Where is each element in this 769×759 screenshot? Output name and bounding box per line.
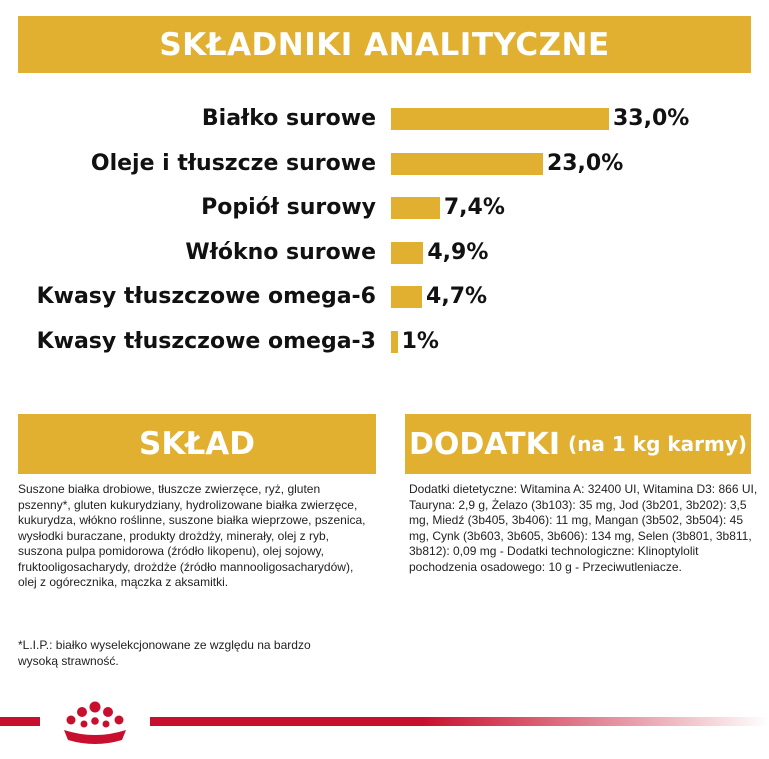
- nutrient-value: 33,0%: [613, 106, 690, 131]
- sklad-text: Suszone białka drobiowe, tłuszcze zwierzęce, ryż, gluten pszenny*, gluten kukurydziany, hydrolizowane białka zwierzęce, kukurydza, włókno roślinne, suszone białka wieprzowe, pszenica, wysłodki buraczane, produkty drożdży, minerały, olej z ryb, suszona pulpa pomidorowa (źródło likopenu), olej sojowy, fruktooligosacharydy, drożdże (źródło mannooligosacharydów), olej z ogórecznika, mączka z aksamitki.: [18, 482, 366, 589]
- dodatki-header: [405, 414, 751, 474]
- dodatki-text: Dodatki dietetyczne: Witamina A: 32400 UI, Witamina D3: 866 UI, Tauryna: 2,9 g, Żelazo (3b103): 35 mg, Jod (3b201, 3b202): 3,5 mg, Miedź (3b405, 3b406): 11 mg, Mangan (3b502, 3b504): 45 mg, Cynk (3b603, 3b605, 3b606): 134 mg, Selen (3b801, 3b811, 3b812): 0,09 mg - Dodatki technologiczne: Klinoptylolit pochodzenia osadowego: 10 g - Przeciwutleniacze.: [409, 482, 758, 574]
- sklad-header: [18, 414, 376, 474]
- nutrient-value: 4,9%: [427, 239, 489, 265]
- nutrient-value: 1%: [401, 328, 439, 354]
- analytic-header-text: SKŁADNIKI ANALITYCZNE: [159, 26, 610, 63]
- nutrient-label: Kwasy tłuszczowe omega-3: [36, 328, 376, 354]
- nutrient-label: Białko surowe: [201, 106, 376, 131]
- nutrient-bar: [391, 108, 609, 130]
- nutrient-label: Włókno surowe: [185, 239, 376, 265]
- royal-crown-icon: [40, 700, 150, 755]
- nutrient-bar: [391, 153, 543, 175]
- nutrient-value: 23,0%: [546, 150, 624, 176]
- nutrient-label: Popiół surowy: [201, 195, 376, 220]
- nutrient-bar: [391, 197, 440, 219]
- analytic-header: [18, 16, 751, 73]
- nutrient-value: 7,4%: [443, 195, 505, 220]
- dodatki-header-text: DODATKI: [408, 426, 561, 462]
- nutrient-bar: [391, 242, 423, 264]
- nutrient-value: 4,7%: [426, 284, 488, 309]
- nutrient-bar: [391, 331, 398, 353]
- dodatki-subheader: (na 1 kg karmy): [568, 432, 748, 456]
- nutrient-label: Oleje i tłuszcze surowe: [90, 150, 376, 176]
- sklad-header-text: SKŁAD: [139, 426, 255, 462]
- nutrient-bar: [391, 286, 422, 308]
- nutrient-label: Kwasy tłuszczowe omega-6: [36, 284, 376, 309]
- sklad-footnote: *L.I.P.: białko wyselekcjonowane ze względu na bardzo wysoką strawność.: [18, 638, 311, 668]
